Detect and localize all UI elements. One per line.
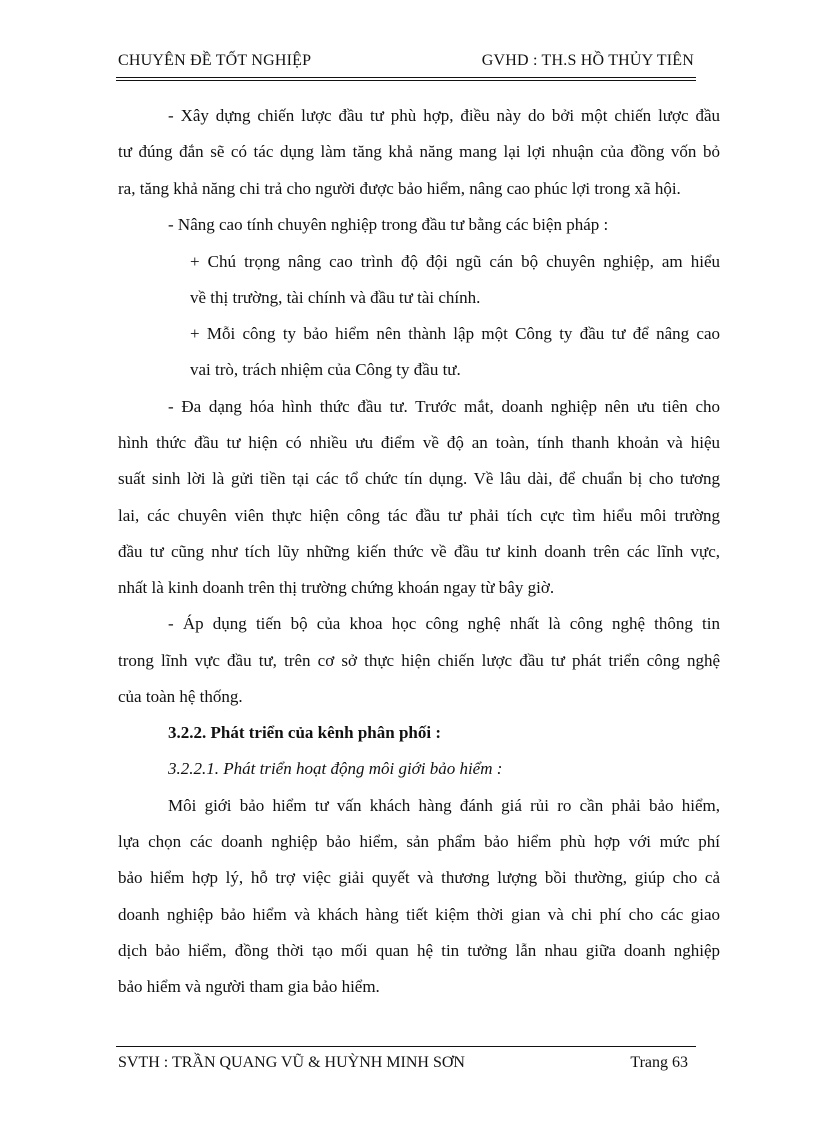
text-line: của toàn hệ thống.: [118, 687, 243, 706]
text-line: - Đa dạng hóa hình thức đầu tư. Trước mắt, doanh nghiệp nên ưu tiên cho: [168, 397, 720, 416]
text-line: tư đúng đắn sẽ có tác dụng làm tăng khả năng mang lại lợi nhuận của đồng vốn bỏ: [118, 142, 720, 161]
footer-rule: [116, 1046, 696, 1047]
page-header: [118, 52, 696, 76]
text-line: trong lĩnh vực đầu tư, trên cơ sở thực hiện chiến lược đầu tư phát triển công nghệ: [118, 651, 720, 670]
text-line: về thị trường, tài chính và đầu tư tài chính.: [190, 288, 481, 307]
section-heading: 3.2.2. Phát triển của kênh phân phối :: [168, 723, 441, 742]
text-line: + Mỗi công ty bảo hiểm nên thành lập một Công ty đầu tư để nâng cao: [190, 324, 720, 343]
text-line: bảo hiểm và người tham gia bảo hiểm.: [118, 977, 380, 996]
header-supervisor: GVHD : TH.S HỒ THỦY TIÊN: [481, 52, 694, 69]
text-line: Môi giới bảo hiểm tư vấn khách hàng đánh giá rủi ro cần phải bảo hiểm,: [168, 796, 720, 815]
subsection-heading: 3.2.2.1. Phát triển hoạt động môi giới bảo hiểm :: [168, 759, 503, 778]
text-line: - Áp dụng tiến bộ của khoa học công nghệ nhất là công nghệ thông tin: [168, 614, 720, 633]
text-line: dịch bảo hiểm, đồng thời tạo mối quan hệ tin tưởng lẫn nhau giữa doanh nghiệp: [118, 941, 720, 960]
text-line: suất sinh lời là gửi tiền tại các tổ chức tín dụng. Về lâu dài, để chuẩn bị cho tương: [118, 469, 720, 488]
page-number: Trang 63: [630, 1054, 688, 1071]
text-line: lựa chọn các doanh nghiệp bảo hiểm, sản phẩm bảo hiểm phù hợp với mức phí: [118, 832, 720, 851]
header-rule-double: [116, 80, 696, 81]
text-line: vai trò, trách nhiệm của Công ty đầu tư.: [190, 360, 461, 379]
text-line: đầu tư cũng như tích lũy những kiến thức về đầu tư kinh doanh trên các lĩnh vực,: [118, 542, 720, 561]
text-line: + Chú trọng nâng cao trình độ đội ngũ cán bộ chuyên nghiệp, am hiểu: [190, 252, 720, 271]
header-title: CHUYÊN ĐỀ TỐT NGHIỆP: [118, 52, 312, 69]
footer-authors: SVTH : TRẦN QUANG VŨ & HUỲNH MINH SƠN: [118, 1054, 465, 1071]
text-line: nhất là kinh doanh trên thị trường chứng khoán ngay từ bây giờ.: [118, 578, 555, 597]
text-line: ra, tăng khả năng chi trả cho người được bảo hiểm, nâng cao phúc lợi trong xã hội.: [118, 179, 681, 198]
text-line: hình thức đầu tư hiện có nhiều ưu điểm về độ an toàn, tính thanh khoản và hiệu: [118, 433, 720, 452]
text-line: - Xây dựng chiến lược đầu tư phù hợp, điều này do bởi một chiến lược đầu: [168, 106, 720, 125]
text-line: bảo hiểm hợp lý, hỗ trợ việc giải quyết và thương lượng bồi thường, giúp cho cả: [118, 868, 720, 887]
text-line: doanh nghiệp bảo hiểm và khách hàng tiết kiệm thời gian và chi phí cho các giao: [118, 905, 720, 924]
text-line: - Nâng cao tính chuyên nghiệp trong đầu tư bằng các biện pháp :: [168, 215, 609, 234]
text-line: lai, các chuyên viên thực hiện công tác đầu tư phải tích cực tìm hiểu môi trường: [118, 506, 720, 525]
header-rule: [116, 77, 696, 78]
